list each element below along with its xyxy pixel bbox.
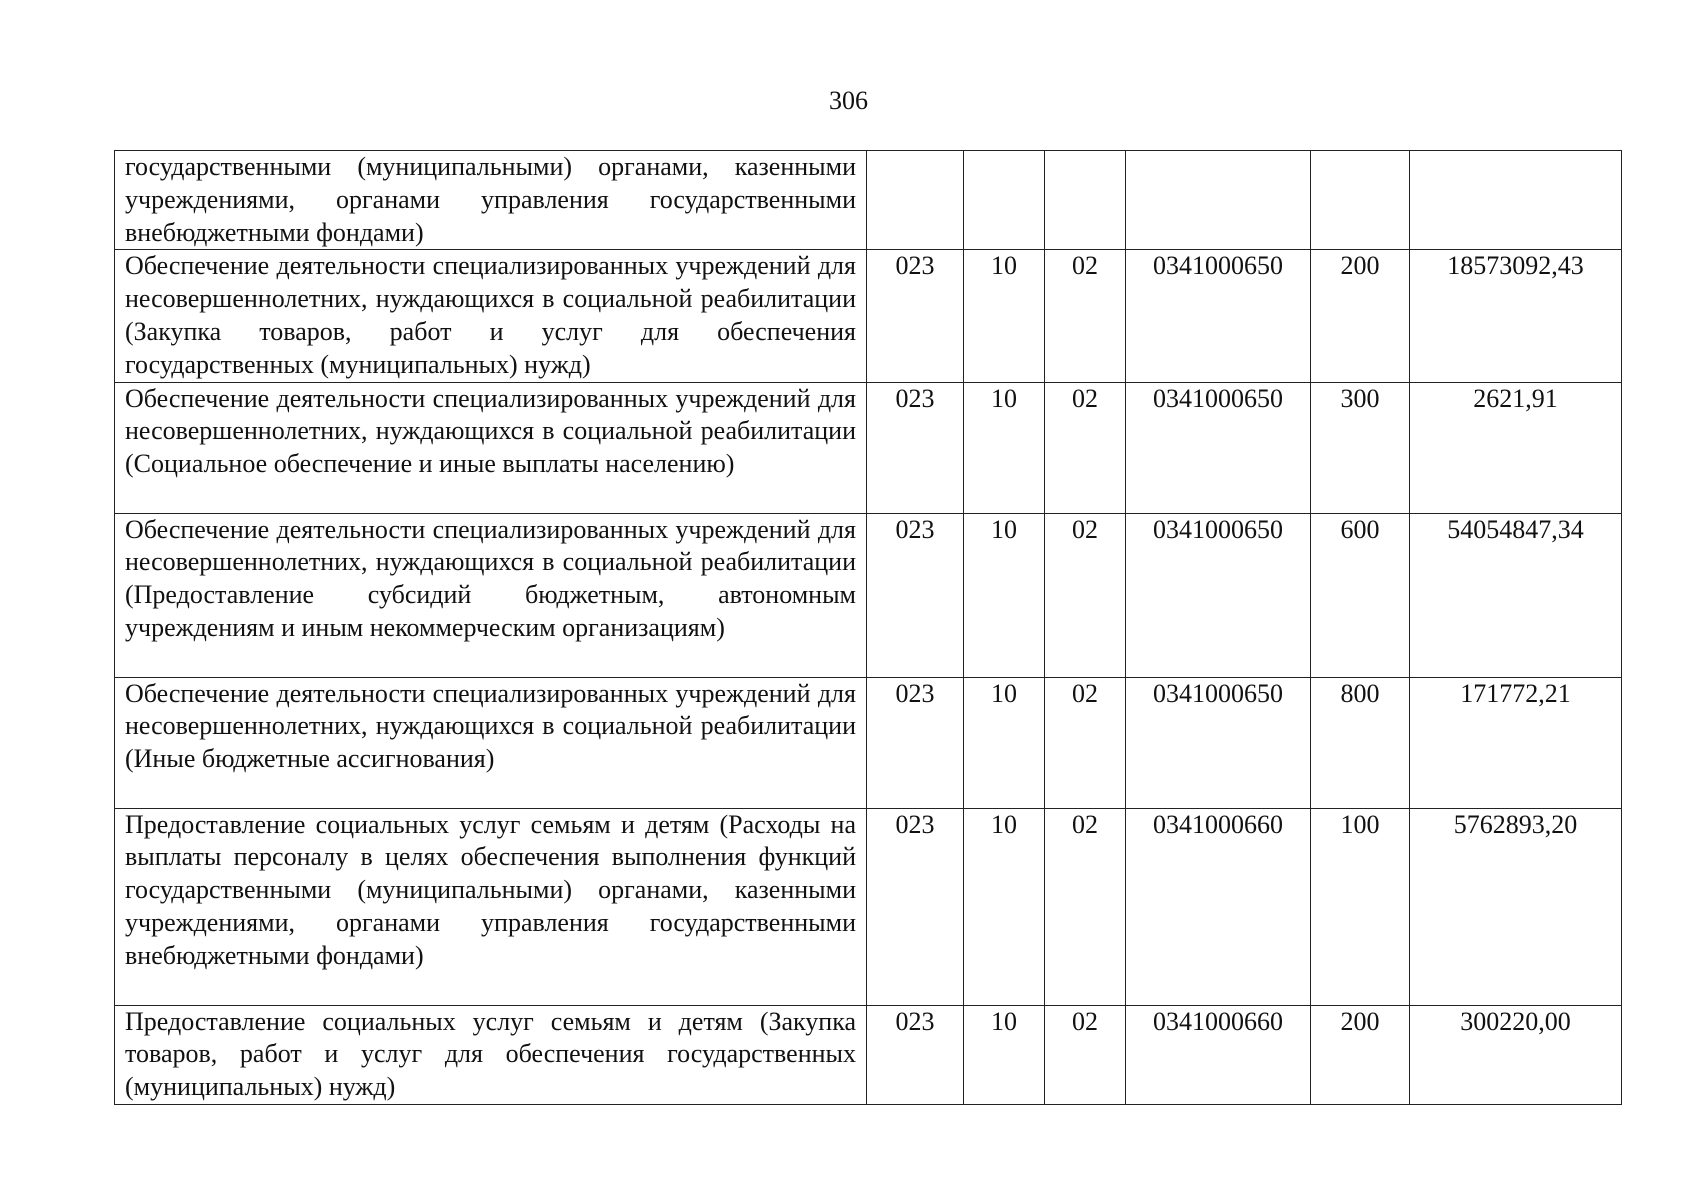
row-subsection-code: 02	[1045, 382, 1126, 513]
row-subsection-code: 02	[1045, 677, 1126, 808]
row-description: Предоставление социальных услуг семьям и детям (Закупка товаров, работ и услуг для обеспечения государственных (муниципальных) нужд)	[115, 1005, 867, 1104]
table-row	[115, 250, 1622, 382]
row-expense-type: 800	[1311, 677, 1410, 808]
row-ministry-code: 023	[867, 250, 964, 382]
row-subsection-code	[1045, 151, 1126, 250]
table-row	[115, 677, 1622, 808]
row-description: Обеспечение деятельности специализированных учреждений для несовершеннолетних, нуждающихся в социальной реабилитации (Социальное обеспечение и иные выплаты населению)	[115, 382, 867, 513]
row-amount	[1410, 151, 1622, 250]
row-description: Обеспечение деятельности специализированных учреждений для несовершеннолетних, нуждающихся в социальной реабилитации (Закупка товаров, работ и услуг для обеспечения государственных (муниципальных) нужд)	[115, 250, 867, 382]
row-ministry-code: 023	[867, 513, 964, 677]
row-expense-type: 200	[1311, 250, 1410, 382]
page-number: 306	[829, 86, 868, 115]
row-amount: 5762893,20	[1410, 808, 1622, 1005]
row-description: государственными (муниципальными) органами, казенными учреждениями, органами управления государственными внебюджетными фондами)	[115, 151, 867, 250]
row-amount: 54054847,34	[1410, 513, 1622, 677]
table-row	[115, 513, 1622, 677]
row-amount: 2621,91	[1410, 382, 1622, 513]
row-section-code: 10	[964, 677, 1045, 808]
row-expense-type: 100	[1311, 808, 1410, 1005]
row-target-article	[1126, 151, 1311, 250]
row-section-code: 10	[964, 1005, 1045, 1104]
row-ministry-code: 023	[867, 677, 964, 808]
row-subsection-code: 02	[1045, 808, 1126, 1005]
row-expense-type	[1311, 151, 1410, 250]
row-description: Предоставление социальных услуг семьям и детям (Расходы на выплаты персоналу в целях обеспечения выполнения функций государственными (муниципальными) органами, казенными учреждениями, органами управления государственными внебюджетными фондами)	[115, 808, 867, 1005]
row-target-article: 0341000650	[1126, 677, 1311, 808]
row-amount: 171772,21	[1410, 677, 1622, 808]
row-section-code: 10	[964, 513, 1045, 677]
table-row	[115, 151, 1622, 250]
row-target-article: 0341000650	[1126, 382, 1311, 513]
row-ministry-code: 023	[867, 382, 964, 513]
row-description: Обеспечение деятельности специализированных учреждений для несовершеннолетних, нуждающихся в социальной реабилитации (Предоставление субсидий бюджетным, автономным учреждениям и иным некоммерческим организациям)	[115, 513, 867, 677]
row-expense-type: 300	[1311, 382, 1410, 513]
table-row	[115, 808, 1622, 1005]
row-amount: 300220,00	[1410, 1005, 1622, 1104]
row-expense-type: 200	[1311, 1005, 1410, 1104]
row-target-article: 0341000660	[1126, 808, 1311, 1005]
table-row	[115, 1005, 1622, 1104]
row-ministry-code: 023	[867, 1005, 964, 1104]
row-target-article: 0341000650	[1126, 250, 1311, 382]
row-section-code: 10	[964, 250, 1045, 382]
row-subsection-code: 02	[1045, 1005, 1126, 1104]
table-row	[115, 382, 1622, 513]
row-section-code: 10	[964, 382, 1045, 513]
row-amount: 18573092,43	[1410, 250, 1622, 382]
row-description: Обеспечение деятельности специализированных учреждений для несовершеннолетних, нуждающихся в социальной реабилитации (Иные бюджетные ассигнования)	[115, 677, 867, 808]
row-ministry-code	[867, 151, 964, 250]
row-expense-type: 600	[1311, 513, 1410, 677]
row-target-article: 0341000660	[1126, 1005, 1311, 1104]
row-section-code: 10	[964, 808, 1045, 1005]
budget-table	[114, 150, 1622, 1105]
row-target-article: 0341000650	[1126, 513, 1311, 677]
row-ministry-code: 023	[867, 808, 964, 1005]
row-subsection-code: 02	[1045, 513, 1126, 677]
row-subsection-code: 02	[1045, 250, 1126, 382]
row-section-code	[964, 151, 1045, 250]
